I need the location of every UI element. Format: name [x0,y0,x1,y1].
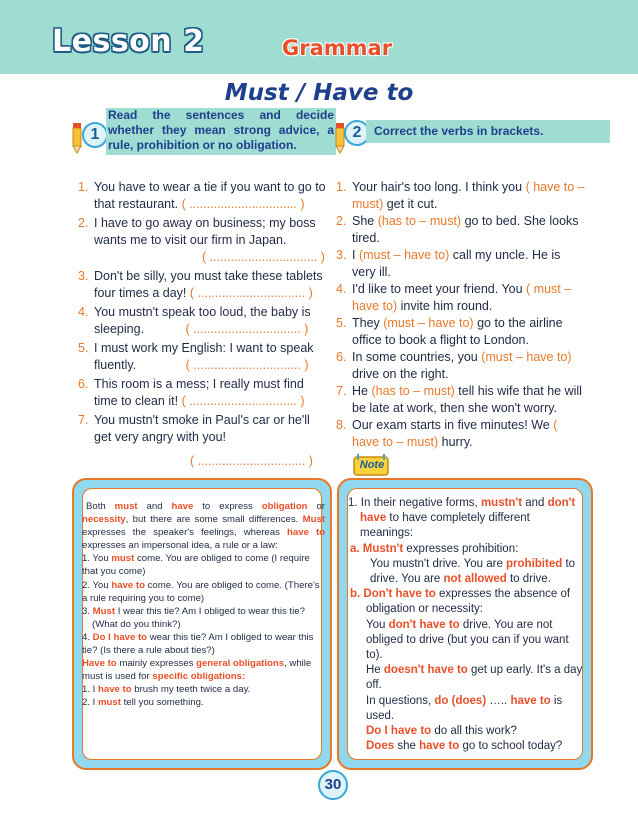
item-text: He [352,384,372,398]
example-3: 3. Must I wear this tie? Am I obliged to wear this tie? [82,605,305,617]
list-item [336,247,586,281]
answer-blank[interactable]: ( ............................... ) [190,454,313,468]
answer-blank[interactable]: ( ............................... ) [185,322,309,336]
item-number: 5. [336,316,347,330]
exercise-2-list [336,179,586,451]
explanation-paragraph: Have to mainly expresses general obligations, while must is used for specific obligations: [82,658,312,683]
exercise-2-number: 2 [344,120,370,146]
list-item [78,215,328,266]
item-number: 7. [336,384,347,398]
answer-blank[interactable]: ( ............................... ) [189,286,313,300]
note-explanation-text [348,496,584,754]
list-item [336,349,586,383]
list-item [336,179,586,213]
note-example: He doesn't have to get up early. It's a day off. [366,664,583,692]
answer-blank[interactable]: ( ............................... ) [181,394,305,408]
verb-choice[interactable]: ( have to – must) [352,418,558,449]
verb-choice[interactable]: ( must – have to) [352,282,572,313]
list-item [336,417,586,451]
item-text: I'd like to meet your friend. You [352,282,527,296]
verb-choice[interactable]: ( have to – must) [352,180,585,211]
list-item [336,213,586,247]
list-item [78,179,328,213]
exercise-1-instruction: Read the sentences and decide whether they mean strong advice, a rule, prohibition or no obligation. [106,108,336,155]
item-text: You mustn't smoke in Paul's car or he'll get very angry with you! [94,413,310,444]
lesson-title: Lesson 2 [52,24,205,59]
verb-choice[interactable]: (must – have to) [358,248,450,262]
item-number: 6. [336,350,347,364]
item-number: 6. [78,377,89,391]
note-point: 1. In their negative forms, mustn't and don't have to have completely different meanings: [348,497,576,540]
item-text: hurry. [438,435,473,449]
list-item [78,304,328,338]
note-example: In questions, do (does) ….. have to is used. [366,694,563,722]
list-item [336,281,586,315]
list-item [78,376,328,410]
example-2: 2. You have to come. You are obliged to come. (There's a rule requiring you to come) [82,579,320,604]
verb-choice[interactable]: (must – have to) [383,316,474,330]
note-example: Does she have to go to school today? [366,740,563,753]
item-number: 8. [336,418,347,432]
answer-blank[interactable]: ( ............................... ) [185,358,309,372]
item-text: go to bed. She looks tired. [352,214,579,245]
page-number: 30 [318,770,348,800]
item-text: This room is a mess; I really must find time to clean it! [94,377,304,408]
verb-choice[interactable]: (has to – must) [371,384,455,398]
item-text: get it cut. [383,197,438,211]
item-text: tell his wife that he will be late at work, then she won't worry. [352,384,582,415]
exercise-1-number: 1 [82,122,108,148]
item-number: 1. [336,180,347,194]
list-item [78,340,328,374]
item-text: They [352,316,384,330]
grammar-explanation-text [82,500,325,710]
list-item [336,315,586,349]
item-text: go to the airline office to book a flight to London. [352,316,563,347]
note-example: You don't have to drive. You are not obliged to drive (but you can if you want to). [366,618,569,662]
explanation-paragraph: Both must and have to express obligation or necessity, but there are some small differences. Must expresses the speaker's feelings, whereas have to expresses an impersonal idea, a rule or a law: [82,501,326,552]
note-point: a. Mustn't expresses prohibition: [350,542,519,555]
item-text: I must work my English: I want to speak fluently. [94,341,314,372]
item-text: You mustn't speak too loud, the baby is sleeping. [94,305,311,336]
exercise-2-instruction: Correct the verbs in brackets. [366,120,610,143]
note-example: Do I have to do all this work? [366,725,517,738]
example-6: 2. I must tell you something. [82,697,204,709]
list-item [78,268,328,302]
list-item [336,383,586,417]
item-text: You have to wear a tie if you want to go to that restaurant. [94,180,326,211]
list-item [78,412,328,476]
item-number: 1. [78,180,89,194]
item-number: 5. [78,341,89,355]
item-text: Your hair's too long. I think you [352,180,526,194]
item-text: In some countries, you [352,350,482,364]
item-text: Our exam starts in five minutes! We [352,418,554,432]
item-number: 2. [336,214,347,228]
note-label: Note [359,459,385,471]
note-point: b. Don't have to expresses the absence of obligation or necessity: [350,588,571,616]
item-number: 4. [78,305,89,319]
item-number: 4. [336,282,347,296]
answer-blank[interactable]: ( ............................... ) [181,197,305,211]
item-number: 3. [78,269,89,283]
item-number: 7. [78,413,89,427]
note-example: You mustn't drive. You are prohibited to drive. You are not allowed to drive. [370,557,576,586]
item-text: I have to go away on business; my boss wants me to visit our firm in Japan. [94,216,316,247]
verb-choice[interactable]: (has to – must) [377,214,462,228]
item-number: 3. [336,248,347,262]
verb-choice[interactable]: (must – have to) [481,350,572,364]
exercise-1-list [78,179,328,476]
item-text: I [352,248,359,262]
item-text: Don't be silly, you must take these tablets four times a day! [94,269,323,300]
example-1: 1. You must come. You are obliged to come (I require that you come) [82,553,310,578]
page-title: Must / Have to [224,80,414,106]
example-4: 4. Do I have to wear this tie? Am I obliged to wear this tie? (Is there a rule about ties?) [82,631,314,657]
section-label: Grammar [282,36,393,60]
item-text: invite him round. [397,299,493,313]
item-number: 2. [78,216,89,230]
example-3-note: (What do you think?) [92,618,181,630]
item-text: She [352,214,378,228]
answer-blank[interactable]: ( ............................... ) [202,250,325,264]
item-text: call my uncle. He is very ill. [352,248,561,279]
item-text: drive on the right. [352,367,449,381]
example-5: 1. I have to brush my teeth twice a day. [82,684,251,696]
